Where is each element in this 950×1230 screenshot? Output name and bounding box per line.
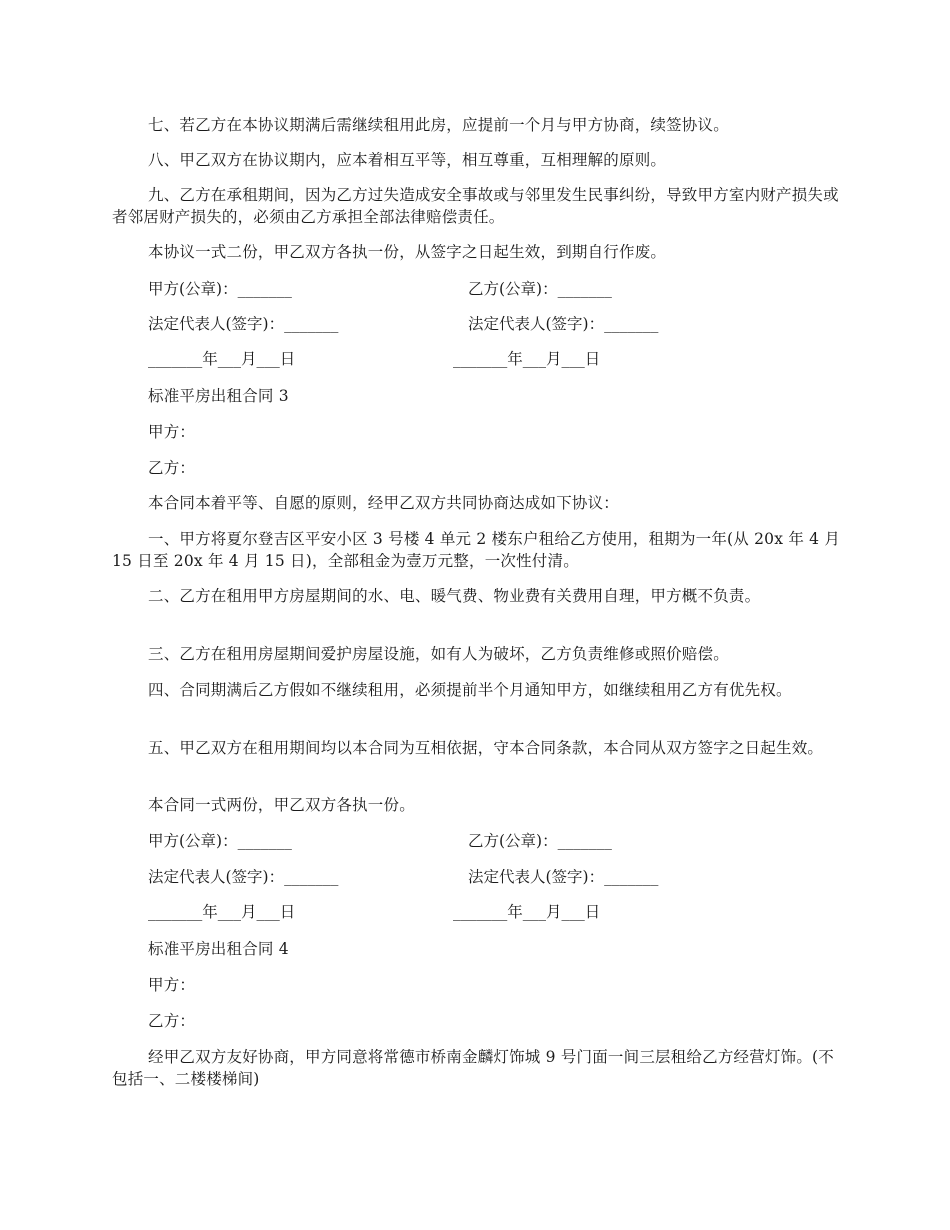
contract-4-party-b: 乙方： — [148, 1012, 196, 1030]
clause-7: 七、若乙方在本协议期满后需继续租用此房，应提前一个月与甲方协商，续签协议。 — [148, 116, 729, 134]
party-a-seal: 甲方(公章)：_______ — [148, 832, 292, 850]
contract-4-title: 标准平房出租合同 4 — [148, 940, 289, 958]
clause-9: 九、乙方在承租期间，因为乙方过失造成安全事故或与邻里发生民事纠纷，导致甲方室内财产损失或者邻居财产损失的，必须由乙方承担全部法律赔偿责任。 — [112, 186, 839, 226]
contract-3-clause-1: 一、甲方将夏尔登吉区平安小区 3 号楼 4 单元 2 楼东户租给乙方使用，租期为一年(从 20x 年 4 月 15 日至 20x 年 4 月 15 日)，全部租金为壹万元整，一次性付清。 — [112, 530, 841, 570]
party-b-seal: 乙方(公章)：_______ — [468, 832, 612, 850]
clause-8: 八、甲乙双方在协议期内，应本着相互平等，相互尊重，互相理解的原则。 — [148, 151, 667, 169]
party-a-representative: 法定代表人(签字)：_______ — [148, 315, 339, 333]
contract-4-intro: 经甲乙双方友好协商，甲方同意将常德市桥南金麟灯饰城 9 号门面一间三层租给乙方经营灯饰。(不包括一、二楼楼梯间) — [112, 1048, 834, 1088]
contract-4-party-a: 甲方： — [148, 976, 196, 994]
party-a-representative: 法定代表人(签字)：_______ — [148, 868, 339, 886]
contract-3-party-b: 乙方： — [148, 459, 196, 477]
contract-3-copies-note: 本合同一式两份，甲乙双方各执一份。 — [148, 796, 415, 814]
copies-note: 本协议一式二份，甲乙双方各执一份，从签字之日起生效，到期自行作废。 — [148, 243, 667, 261]
date-a: _______年___月___日 — [148, 903, 296, 921]
contract-3-clause-4: 四、合同期满后乙方假如不继续租用，必须提前半个月通知甲方，如继续租用乙方有优先权。 — [148, 681, 792, 699]
contract-3-intro: 本合同本着平等、自愿的原则，经甲乙双方共同协商达成如下协议： — [148, 494, 620, 512]
date-b: _______年___月___日 — [453, 903, 601, 921]
party-b-seal: 乙方(公章)：_______ — [468, 280, 612, 298]
party-b-representative: 法定代表人(签字)：_______ — [468, 315, 659, 333]
contract-3-clause-2: 二、乙方在租用甲方房屋期间的水、电、暖气费、物业费有关费用自理，甲方概不负责。 — [148, 587, 761, 605]
party-a-seal: 甲方(公章)：_______ — [148, 280, 292, 298]
contract-3-title: 标准平房出租合同 3 — [148, 387, 289, 405]
contract-3-clause-3: 三、乙方在租用房屋期间爱护房屋设施，如有人为破坏，乙方负责维修或照价赔偿。 — [148, 645, 729, 663]
date-a: _______年___月___日 — [148, 350, 296, 368]
party-b-representative: 法定代表人(签字)：_______ — [468, 868, 659, 886]
contract-3-clause-5: 五、甲乙双方在租用期间均以本合同为互相依据，守本合同条款，本合同从双方签字之日起生效。 — [148, 739, 824, 757]
contract-3-party-a: 甲方： — [148, 423, 196, 441]
date-b: _______年___月___日 — [453, 350, 601, 368]
